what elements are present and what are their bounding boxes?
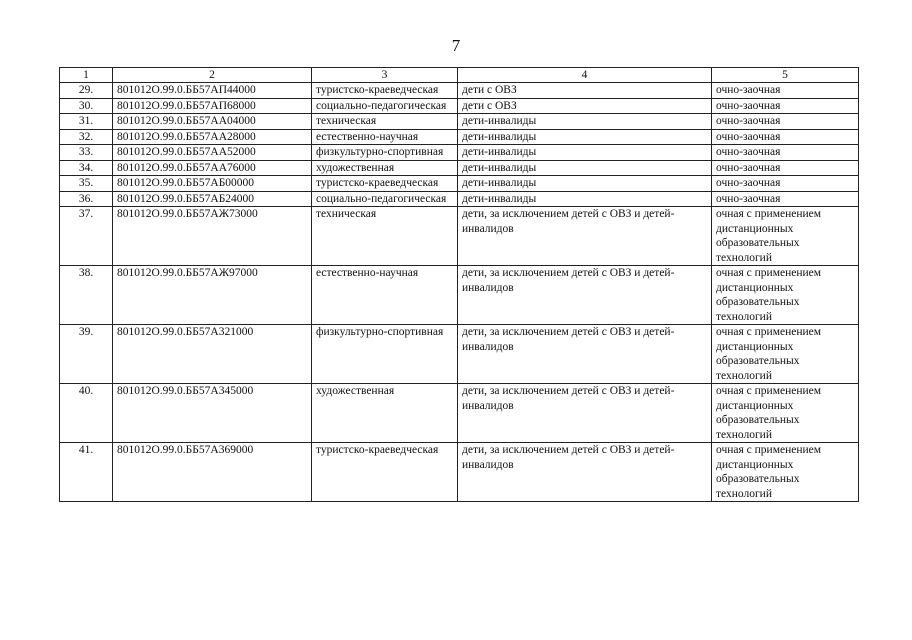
table-row [60,98,859,114]
consumer-category: дети, за исключением детей с ОВЗ и детей-инвалидов [458,443,712,502]
program-direction: туристско-краеведческая [312,176,458,192]
services-table [59,67,859,502]
column-header: 2 [113,68,312,83]
program-direction: физкультурно-спортивная [312,325,458,384]
service-code: 801012О.99.0.ББ57А321000 [113,325,312,384]
row-number: 30. [60,98,113,114]
education-form: очная с применением дистанционных образовательных технологий [712,266,859,325]
education-form: очная с применением дистанционных образовательных технологий [712,443,859,502]
column-header: 5 [712,68,859,83]
service-code: 801012О.99.0.ББ57А369000 [113,443,312,502]
table-row [60,176,859,192]
education-form: очно-заочная [712,191,859,207]
consumer-category: дети, за исключением детей с ОВЗ и детей-инвалидов [458,325,712,384]
service-code: 801012О.99.0.ББ57АА52000 [113,145,312,161]
service-code: 801012О.99.0.ББ57АБ00000 [113,176,312,192]
row-number: 34. [60,160,113,176]
consumer-category: дети-инвалиды [458,129,712,145]
table-row [60,160,859,176]
education-form: очная с применением дистанционных образовательных технологий [712,207,859,266]
service-code: 801012О.99.0.ББ57А345000 [113,384,312,443]
service-code: 801012О.99.0.ББ57АА04000 [113,114,312,130]
row-number: 37. [60,207,113,266]
program-direction: художественная [312,384,458,443]
table-row [60,266,859,325]
row-number: 38. [60,266,113,325]
table-row [60,191,859,207]
consumer-category: дети-инвалиды [458,145,712,161]
program-direction: техническая [312,114,458,130]
service-code: 801012О.99.0.ББ57АЖ73000 [113,207,312,266]
consumer-category: дети-инвалиды [458,160,712,176]
column-header: 1 [60,68,113,83]
education-form: очно-заочная [712,83,859,99]
service-code: 801012О.99.0.ББ57АП44000 [113,83,312,99]
program-direction: техническая [312,207,458,266]
program-direction: естественно-научная [312,266,458,325]
column-header: 4 [458,68,712,83]
consumer-category: дети-инвалиды [458,114,712,130]
row-number: 41. [60,443,113,502]
consumer-category: дети-инвалиды [458,191,712,207]
service-code: 801012О.99.0.ББ57АА76000 [113,160,312,176]
table-row [60,83,859,99]
consumer-category: дети-инвалиды [458,176,712,192]
education-form: очно-заочная [712,98,859,114]
row-number: 39. [60,325,113,384]
education-form: очная с применением дистанционных образовательных технологий [712,325,859,384]
education-form: очная с применением дистанционных образовательных технологий [712,384,859,443]
program-direction: социально-педагогическая [312,191,458,207]
program-direction: социально-педагогическая [312,98,458,114]
table-row [60,384,859,443]
table-row [60,325,859,384]
row-number: 29. [60,83,113,99]
education-form: очно-заочная [712,160,859,176]
consumer-category: дети, за исключением детей с ОВЗ и детей-инвалидов [458,384,712,443]
table-row [60,129,859,145]
program-direction: физкультурно-спортивная [312,145,458,161]
consumer-category: дети, за исключением детей с ОВЗ и детей-инвалидов [458,266,712,325]
table-row [60,145,859,161]
row-number: 40. [60,384,113,443]
program-direction: туристско-краеведческая [312,443,458,502]
service-code: 801012О.99.0.ББ57АП68000 [113,98,312,114]
row-number: 35. [60,176,113,192]
education-form: очно-заочная [712,176,859,192]
table-row [60,207,859,266]
education-form: очно-заочная [712,145,859,161]
education-form: очно-заочная [712,114,859,130]
consumer-category: дети с ОВЗ [458,83,712,99]
program-direction: художественная [312,160,458,176]
service-code: 801012О.99.0.ББ57АА28000 [113,129,312,145]
table-row [60,114,859,130]
table-row [60,443,859,502]
service-code: 801012О.99.0.ББ57АБ24000 [113,191,312,207]
education-form: очно-заочная [712,129,859,145]
column-header: 3 [312,68,458,83]
service-code: 801012О.99.0.ББ57АЖ97000 [113,266,312,325]
row-number: 31. [60,114,113,130]
consumer-category: дети с ОВЗ [458,98,712,114]
row-number: 33. [60,145,113,161]
program-direction: естественно-научная [312,129,458,145]
row-number: 36. [60,191,113,207]
consumer-category: дети, за исключением детей с ОВЗ и детей-инвалидов [458,207,712,266]
table-header-row [60,68,859,83]
page-number: 7 [451,36,461,55]
program-direction: туристско-краеведческая [312,83,458,99]
row-number: 32. [60,129,113,145]
